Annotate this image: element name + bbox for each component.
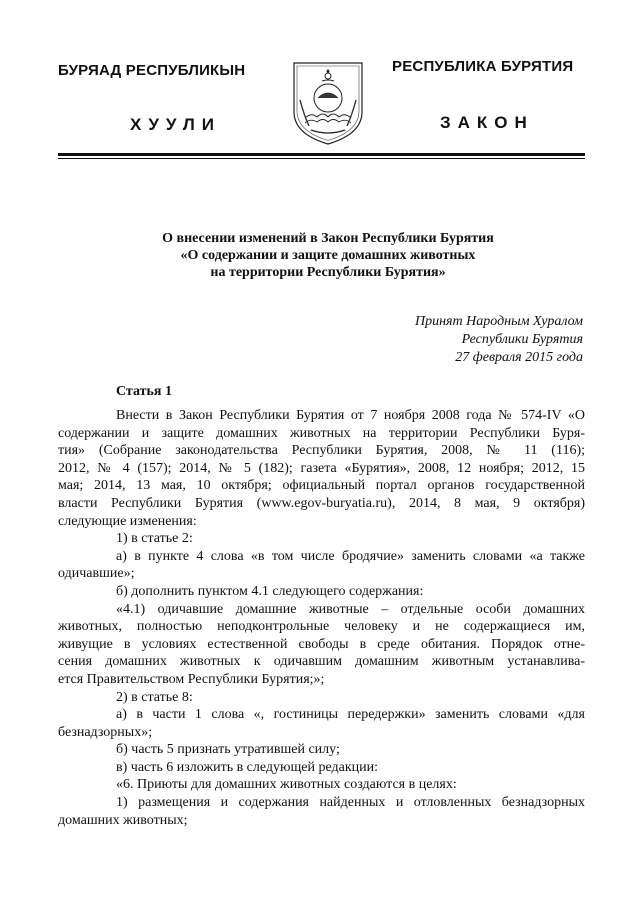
header-left-republic: БУРЯАД РЕСПУБЛИКЫН <box>58 62 246 79</box>
adoption-date: 27 февраля 2015 года <box>455 350 583 365</box>
title-line: О внесении изменений в Закон Республики Бурятия <box>162 231 494 246</box>
adoption-note <box>415 313 583 367</box>
body-line: домашних животных; <box>58 812 188 828</box>
body-line: «4.1) одичавшие домашние животные – отдельные особи домашних <box>116 601 585 617</box>
body-line: безнадзорных»; <box>58 724 153 740</box>
body-line: б) часть 5 признать утратившей силу; <box>116 742 340 758</box>
body-line: власти Республики Бурятия (www.egov-buryatia.ru), 2014, 8 мая, 9 октября) <box>58 495 585 511</box>
body-line: содержании и защите домашних животных на территории Республики Буря- <box>58 425 585 441</box>
header-divider-thin <box>58 158 585 159</box>
article-heading: Статья 1 <box>116 384 172 399</box>
title-line: на территории Республики Бурятия» <box>210 265 446 280</box>
body-line: 2012, № 4 (157); 2014, № 5 (182); газета «Бурятия», 2008, 12 ноября; 2012, 15 <box>58 460 585 476</box>
body-line: «6. Приюты для домашних животных создаются в целях: <box>116 777 457 793</box>
body-line: ется Правительством Республики Бурятия;»; <box>58 671 325 687</box>
body-line: живущие в условиях естественной свободы в среде обитания. Порядок отне- <box>58 636 585 652</box>
article-body <box>58 407 585 829</box>
body-line: 1) в статье 2: <box>116 531 193 547</box>
header-right-republic: РЕСПУБЛИКА БУРЯТИЯ <box>392 58 574 75</box>
header-left-law: ХУУЛИ <box>130 115 221 134</box>
body-line: следующие изменения: <box>58 513 197 529</box>
body-line: в) часть 6 изложить в следующей редакции: <box>116 759 379 775</box>
header-right-law: ЗАКОН <box>440 113 534 132</box>
coat-of-arms-icon <box>291 60 365 146</box>
body-line: а) в части 1 слова «, гостиницы передержки» заменить словами «для <box>116 707 585 723</box>
body-line: Внести в Закон Республики Бурятия от 7 ноября 2008 года № 574-IV «О <box>116 408 585 423</box>
body-line: а) в пункте 4 слова «в том числе бродячие» заменить словами «а также <box>116 548 585 564</box>
body-line: тия» (Собрание законодательства Республики Бурятия, 2008, № 11 (116); <box>58 443 585 459</box>
body-line: мая; 2014, 13 мая, 10 октября; официальный портал органов государственной <box>58 478 585 494</box>
body-line: животных, полностью неподконтрольные человеку и не содержащиеся им, <box>58 619 585 635</box>
document-title <box>100 230 556 281</box>
body-line: б) дополнить пунктом 4.1 следующего содержания: <box>116 583 424 599</box>
header-divider-thick <box>58 153 585 156</box>
body-line: 2) в статье 8: <box>116 689 193 705</box>
title-line: «О содержании и защите домашних животных <box>180 248 476 263</box>
body-line: 1) размещения и содержания найденных и отловленных безнадзорных <box>116 795 585 811</box>
body-line: сения домашних животных к одичавшим домашним животным устанавлива- <box>58 654 585 670</box>
adoption-line: Республики Бурятия <box>461 332 583 347</box>
body-line: одичавшие»; <box>58 566 135 582</box>
adoption-line: Принят Народным Хуралом <box>414 314 583 329</box>
